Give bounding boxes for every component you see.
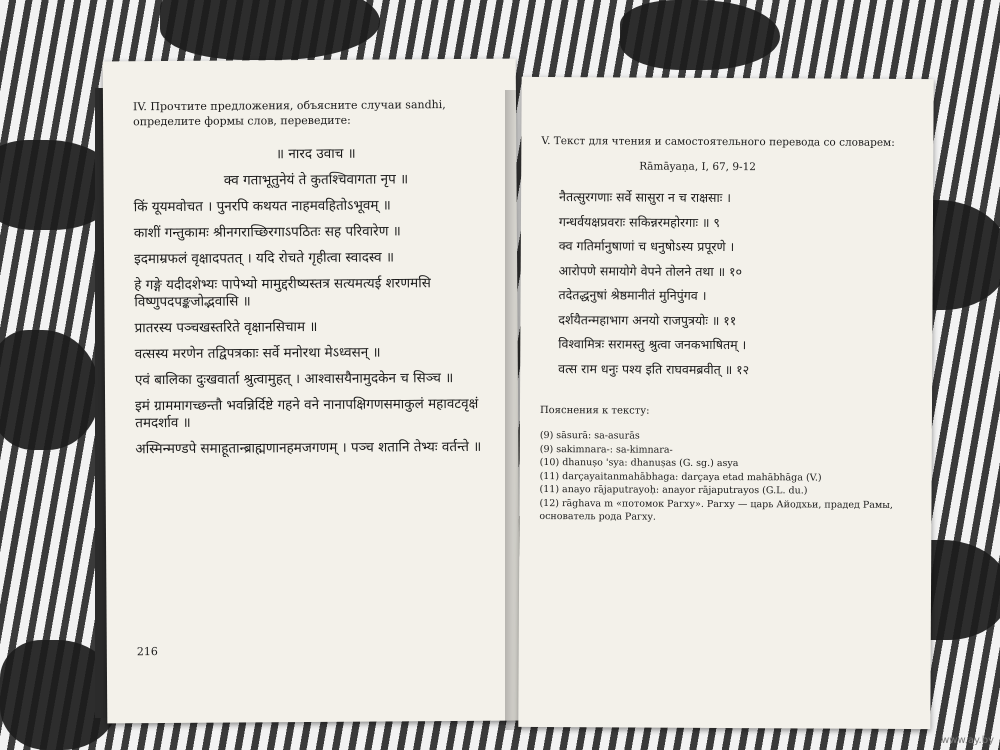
note-item: (10) dhanuṣo 'sya: dhanuṣas (G. sg.) asya [539,457,739,470]
verse-line: प्रातरस्य पञ्चखस्तरिते वृक्षानसिचाम ॥ [134,318,318,337]
verse-line: किं यूयमवोचत । पुनरपि कथयत नाहमवहितोऽभूवम् ॥ [133,197,391,216]
verse-line: दर्शयैतन्महाभाग अनयो राजपुत्रयोः ॥ ११ [558,311,737,328]
verse-line: तदेतद्धनुषां श्रेष्ठमानीतं मुनिपुंगव । [558,287,707,303]
verse-line: क्व गतिर्मानुषाणां च धनुषोऽस्य प्रपूरणे । [558,238,735,255]
source-reference: Rāmāyaṇa, I, 67, 9-12 [639,160,757,174]
notes-list [539,429,911,525]
verse-line: आरोपणे समायोगे वेपने तोलने तथा ॥ १० [558,262,743,279]
verse-line: इदमाम्रफलं वृक्षादपतत् । यदि रोचते गृहीत्वा स्वादस्व ॥ [134,249,395,268]
verse-line: गन्धर्वयक्षप्रवराः सकिन्नरमहोरगाः ॥ ९ [558,213,720,230]
note-item: (12) rāghava m «потомок Рагху». Рагху — царь Айодхьи, прадед Рамы, основатель рода Рагху. [539,497,893,523]
site-watermark: www.ay.by [941,735,994,746]
verse-line: ॥ नारद उवाच ॥ [275,145,356,163]
sanskrit-sentences [133,145,500,468]
verse-line: क्व गताभूतुनेयं ते कुतश्चिवागता नृप ॥ [223,171,409,189]
verse-line: नैतत्सुरगणाः सर्वे सासुरा न च राक्षसाः । [559,189,732,206]
verse-line: वत्स राम धनुः पश्य इति राघवमब्रवीत् ॥ १२ [558,360,750,377]
verse-line: इमं ग्राममागच्छन्तौ भवन्निर्दिष्टे गहने वने नानापक्षिगणसमाकुलं महावटवृक्षं तमदर्शाव ॥ [135,395,479,432]
note-item: (11) anayo rājaputrayoḥ: anayor rājaputrayos (G.L. du.) [539,484,808,497]
note-item: (9) sakimnara-: sa-kimnara- [539,443,673,456]
note-item: (11) darçayaitanmahābhaga: darçaya etad mahābhāga (V.) [539,470,822,484]
note-item: (9) sāsurā: sa-asurās [539,430,640,442]
verse-line: विश्वामित्रः सरामस्तु श्रुत्वा जनकभाषितम् । [558,336,747,353]
verse-line: काशीं गन्तुकामः श्रीनगराच्छिरगाऽपठितः सह परिवारेण ॥ [133,223,401,242]
exercise-title: V. Текст для чтения и самостоятельного перевода со словарем: [541,135,895,149]
right-page [518,77,933,729]
ramayana-verses [558,189,913,387]
verse-line: वत्सस्य मरणेन तद्विपत्रकाः सर्वे मनोरथा मेऽध्वसन् ॥ [134,344,381,363]
exercise-instruction: IV. Прочтите предложения, объясните случаи sandhi, определите формы слов, переведите: [132,98,446,129]
verse-line: एवं बालिका दुःखवार्ता श्रुत्वामुहत् । आश्वासयैनामुदकेन च सिञ्च ॥ [134,370,454,389]
left-page [103,59,521,724]
page-number: 216 [136,645,158,659]
notes-heading: Пояснения к тексту: [539,405,650,417]
verse-line: अस्मिन्मण्डपे समाहूतान्ब्राह्मणानहमजगणम् । पञ्च शतानि तेभ्यः वर्तन्ते ॥ [135,438,482,458]
verse-line: हे गङ्गे यदीदशेभ्यः पापेभ्यो मामुद्दरीष्यस्तत्र सत्यमत्यई शरणमसि विष्णुपदपङ्कजोद्भवासि ॥ [134,275,431,311]
open-book [95,60,940,730]
